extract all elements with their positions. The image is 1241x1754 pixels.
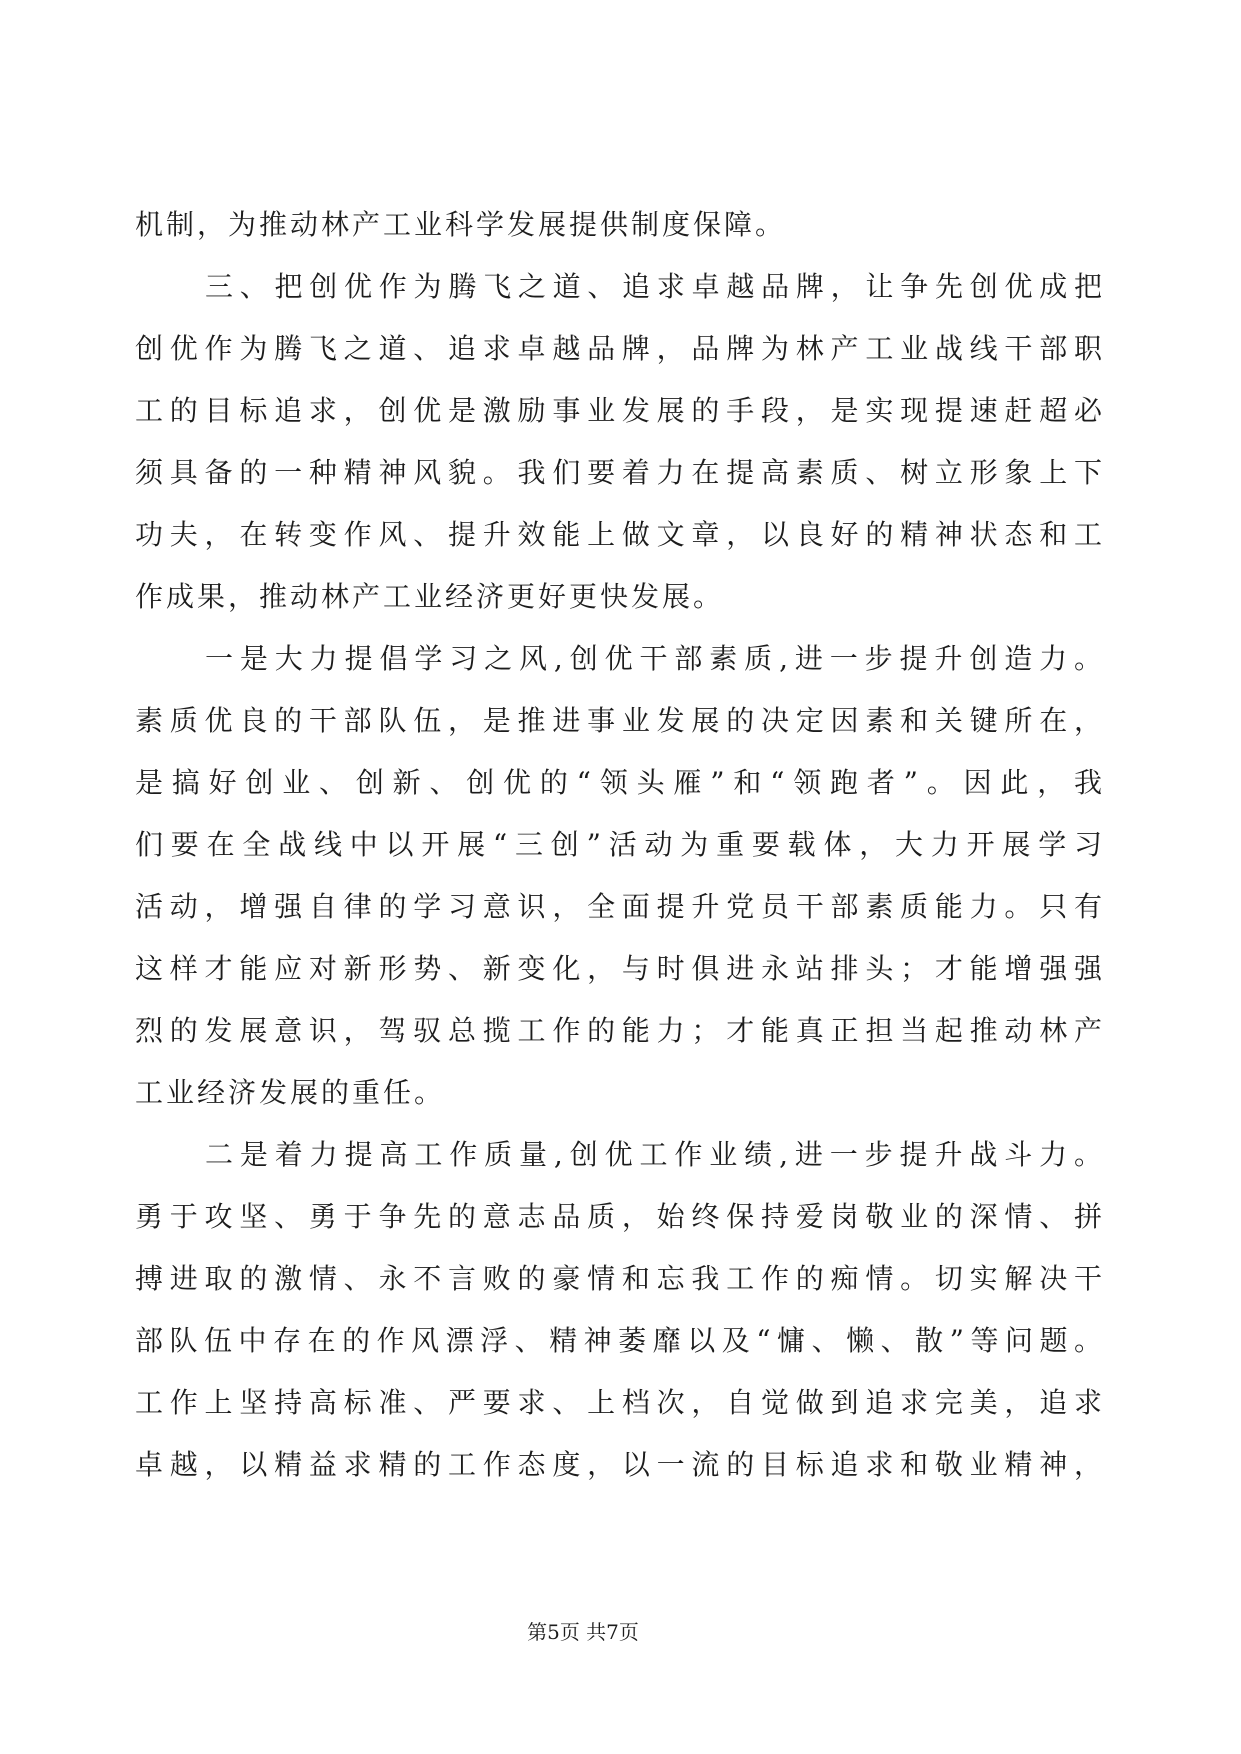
text-line: 二是着力提高工作质量,创优工作业绩,进一步提升战斗力。 — [205, 1138, 1105, 1171]
text-line: 机制，为推动林产工业科学发展提供制度保障。 — [135, 208, 787, 241]
text-line: 这样才能应对新形势、新变化，与时俱进永站排头；才能增强强 — [135, 952, 1105, 985]
text-line: 一是大力提倡学习之风,创优干部素质,进一步提升创造力。 — [205, 642, 1105, 675]
text-line: 卓越，以精益求精的工作态度，以一流的目标追求和敬业精神， — [135, 1448, 1105, 1481]
text-line: 素质优良的干部队伍，是推进事业发展的决定因素和关键所在， — [135, 704, 1105, 737]
paragraph — [135, 1124, 1105, 1496]
text-line: 勇于攻坚、勇于争先的意志品质，始终保持爱岗敬业的深情、拼 — [135, 1200, 1105, 1233]
text-line: 活动，增强自律的学习意识，全面提升党员干部素质能力。只有 — [135, 890, 1105, 923]
text-line: 须具备的一种精神风貌。我们要着力在提高素质、树立形象上下 — [135, 456, 1105, 489]
text-line: 搏进取的激情、永不言败的豪情和忘我工作的痴情。切实解决干 — [135, 1262, 1105, 1295]
text-line: 工业经济发展的重任。 — [135, 1076, 446, 1109]
document-body — [135, 194, 1105, 1496]
text-line: 功夫，在转变作风、提升效能上做文章，以良好的精神状态和工 — [135, 518, 1105, 551]
paragraph — [135, 194, 1105, 256]
page-number-footer: 第5页 共7页 — [527, 1620, 639, 1644]
text-line: 工的目标追求，创优是激励事业发展的手段，是实现提速赶超必 — [135, 394, 1105, 427]
text-line: 作成果，推动林产工业经济更好更快发展。 — [135, 580, 725, 613]
text-line: 三、把创优作为腾飞之道、追求卓越品牌，让争先创优成把 — [205, 270, 1105, 303]
text-line: 工作上坚持高标准、严要求、上档次，自觉做到追求完美，追求 — [135, 1386, 1105, 1419]
paragraph — [135, 256, 1105, 628]
text-line: 烈的发展意识，驾驭总揽工作的能力；才能真正担当起推动林产 — [135, 1014, 1105, 1047]
text-line: 们要在全战线中以开展“三创”活动为重要载体，大力开展学习 — [135, 828, 1105, 861]
text-line: 是搞好创业、创新、创优的“领头雁”和“领跑者”。因此，我 — [135, 766, 1105, 799]
paragraph — [135, 628, 1105, 1124]
text-line: 部队伍中存在的作风漂浮、精神萎靡以及“慵、懒、散”等问题。 — [135, 1324, 1105, 1357]
text-line: 创优作为腾飞之道、追求卓越品牌，品牌为林产工业战线干部职 — [135, 332, 1105, 365]
